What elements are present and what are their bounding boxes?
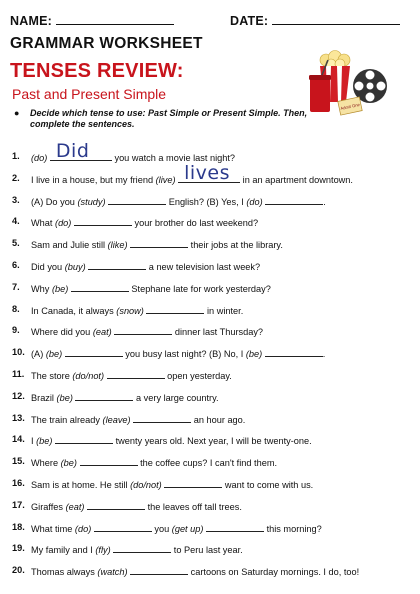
sentence-text: My family and I: [31, 545, 93, 556]
main-title: TENSES REVIEW:: [10, 60, 184, 82]
question-number: 4.: [12, 216, 20, 227]
sentence-text: this morning?: [266, 523, 322, 534]
verb-hint: (do): [74, 523, 92, 534]
question-number: 1.: [12, 151, 20, 161]
verb-hint: (eat): [65, 501, 85, 512]
sentence-text: the coffee cups? I can't find them.: [140, 458, 278, 469]
sub-title: Past and Present Simple: [12, 86, 167, 102]
question-16: [12, 478, 412, 500]
question-8: [12, 304, 412, 326]
question-number: 14.: [12, 434, 25, 445]
verb-hint: (buy): [64, 261, 86, 272]
name-blank[interactable]: [56, 12, 174, 25]
question-number: 7.: [12, 281, 20, 292]
question-19: [12, 543, 412, 565]
sentence-text: .: [322, 349, 326, 360]
date-line: [230, 12, 400, 28]
ticket-text: Admit One: [339, 101, 361, 111]
handwritten-answer: lives: [184, 161, 230, 184]
answer-blank[interactable]: [94, 522, 152, 532]
answer-blank[interactable]: [113, 543, 171, 553]
sentence-text: to Peru last year.: [173, 545, 243, 556]
answer-blank[interactable]: [65, 347, 123, 357]
answer-blank[interactable]: [164, 478, 222, 488]
question-number: 19.: [12, 543, 25, 554]
sentence-text: Stephane late for work yesterday?: [131, 283, 271, 294]
name-label: NAME:: [10, 14, 52, 28]
sentence-text: (A) Do you: [31, 196, 75, 207]
sentence-text: Thomas always: [31, 567, 95, 578]
sentence-text: an hour ago.: [193, 414, 246, 425]
sentence-text: a new television last week?: [148, 261, 261, 272]
answer-blank[interactable]: [206, 522, 264, 532]
answer-blank[interactable]: [265, 347, 323, 357]
answer-blank[interactable]: [265, 195, 323, 205]
question-11: [12, 369, 412, 391]
sentence-text: .: [323, 196, 326, 207]
question-number: 18.: [12, 521, 25, 532]
verb-hint: (get up): [171, 523, 204, 534]
answer-blank[interactable]: [130, 238, 188, 248]
question-13: [12, 413, 412, 435]
answer-blank[interactable]: [108, 195, 166, 205]
question-number: 10.: [12, 347, 25, 358]
sentence-text: your brother do last weekend?: [134, 218, 259, 229]
question-20: [12, 565, 412, 587]
sentence-text: you: [154, 523, 170, 534]
sentence-text: Sam is at home. He still: [31, 479, 128, 490]
verb-hint: (do/not): [130, 479, 162, 490]
verb-hint: (fly): [95, 545, 111, 556]
question-2: [12, 161, 412, 195]
verb-hint: (study): [77, 196, 106, 207]
bullet-icon: ●: [14, 108, 20, 118]
sentence-text: their jobs at the library.: [190, 240, 283, 251]
verb-hint: (like): [107, 240, 128, 251]
worksheet-title: GRAMMAR WORKSHEET: [10, 35, 203, 52]
instructions-text: Decide which tense to use: Past Simple or Present Simple. Then, complete the sentences.: [30, 108, 308, 129]
movie-clipart-icon: [306, 48, 394, 118]
sentence-text: Where: [31, 458, 59, 469]
verb-hint: (do): [55, 218, 72, 229]
sentence-text: The train already: [31, 414, 100, 425]
verb-hint: (do/not): [72, 370, 105, 381]
sentence-text: Where did you: [31, 327, 91, 338]
verb-hint: (snow): [116, 305, 144, 316]
question-17: [12, 500, 412, 522]
sentence-text: What: [31, 218, 53, 229]
answer-blank[interactable]: [87, 500, 145, 510]
question-12: [12, 391, 412, 413]
sentence-text: you busy last night? (B) No, I: [125, 349, 244, 360]
verb-hint: (leave): [102, 414, 131, 425]
question-number: 11.: [12, 368, 25, 379]
sentence-text: The store: [31, 370, 70, 381]
handwritten-answer: Did: [55, 140, 90, 162]
sentence-text: Why: [31, 283, 50, 294]
question-number: 15.: [12, 456, 25, 467]
sentence-text: Giraffes: [31, 501, 63, 512]
verb-hint: (be): [51, 283, 69, 294]
sentence-text: in winter.: [207, 305, 244, 316]
sentence-text: In Canada, it always: [31, 305, 114, 316]
answer-blank[interactable]: [50, 140, 112, 162]
question-6: [12, 260, 412, 282]
sentence-text: you watch a movie last night?: [114, 153, 235, 163]
answer-blank[interactable]: [75, 391, 133, 401]
verb-hint: (do): [246, 196, 263, 207]
question-list: [12, 140, 412, 587]
question-number: 9.: [12, 325, 20, 336]
sentence-text: cartoons on Saturday mornings. I do, too!: [190, 567, 360, 578]
question-number: 8.: [12, 303, 20, 314]
answer-blank[interactable]: [88, 260, 146, 270]
question-9: [12, 325, 412, 347]
answer-blank[interactable]: [74, 216, 132, 226]
question-4: [12, 216, 412, 238]
verb-hint: (be): [245, 349, 263, 360]
verb-hint: (do): [31, 153, 48, 163]
verb-hint: (be): [36, 436, 53, 447]
answer-blank[interactable]: [80, 456, 138, 466]
question-number: 20.: [12, 565, 25, 576]
question-number: 12.: [12, 390, 25, 401]
question-15: [12, 456, 412, 478]
verb-hint: (be): [45, 349, 63, 360]
question-number: 5.: [12, 238, 20, 249]
question-number: 13.: [12, 412, 25, 423]
date-blank[interactable]: [272, 12, 400, 25]
question-number: 16.: [12, 477, 25, 488]
sentence-text: the leaves off tall trees.: [147, 501, 242, 512]
sentence-text: I live in a house, but my friend: [31, 174, 154, 185]
answer-blank[interactable]: [133, 413, 191, 423]
question-3: [12, 195, 412, 217]
question-number: 6.: [12, 259, 20, 270]
question-5: [12, 238, 412, 260]
sentence-text: (A): [31, 349, 44, 360]
sentence-text: Sam and Julie still: [31, 240, 106, 251]
date-label: DATE:: [230, 14, 269, 28]
answer-blank[interactable]: [107, 369, 165, 379]
verb-hint: (watch): [97, 567, 128, 578]
verb-hint: (be): [56, 392, 73, 403]
answer-blank[interactable]: [114, 325, 172, 335]
answer-blank[interactable]: [130, 565, 188, 575]
verb-hint: (eat): [92, 327, 112, 338]
verb-hint: (live): [155, 174, 176, 185]
answer-blank[interactable]: [71, 282, 129, 292]
sentence-text: Brazil: [31, 392, 54, 403]
question-10: [12, 347, 412, 369]
sentence-text: What time: [31, 523, 73, 534]
sentence-text: a very large country.: [136, 392, 219, 403]
question-number: 3.: [12, 194, 20, 205]
sentence-text: English? (B) Yes, I: [168, 196, 244, 207]
question-number: 2.: [12, 172, 20, 183]
sentence-text: I: [31, 436, 34, 447]
question-7: [12, 282, 412, 304]
name-line: [10, 12, 174, 28]
sentence-text: dinner last Thursday?: [174, 327, 264, 338]
question-14: [12, 434, 412, 456]
answer-blank[interactable]: [178, 161, 240, 184]
question-number: 17.: [12, 499, 25, 510]
sentence-text: want to come with us.: [224, 479, 314, 490]
answer-blank[interactable]: [55, 434, 113, 444]
sentence-text: open yesterday.: [167, 370, 232, 381]
sentence-text: twenty years old. Next year, I will be twenty-one.: [115, 436, 312, 447]
sentence-text: Did you: [31, 261, 63, 272]
sentence-text: in an apartment downtown.: [242, 174, 353, 185]
answer-blank[interactable]: [146, 304, 204, 314]
verb-hint: (be): [60, 458, 77, 469]
question-18: [12, 522, 412, 544]
